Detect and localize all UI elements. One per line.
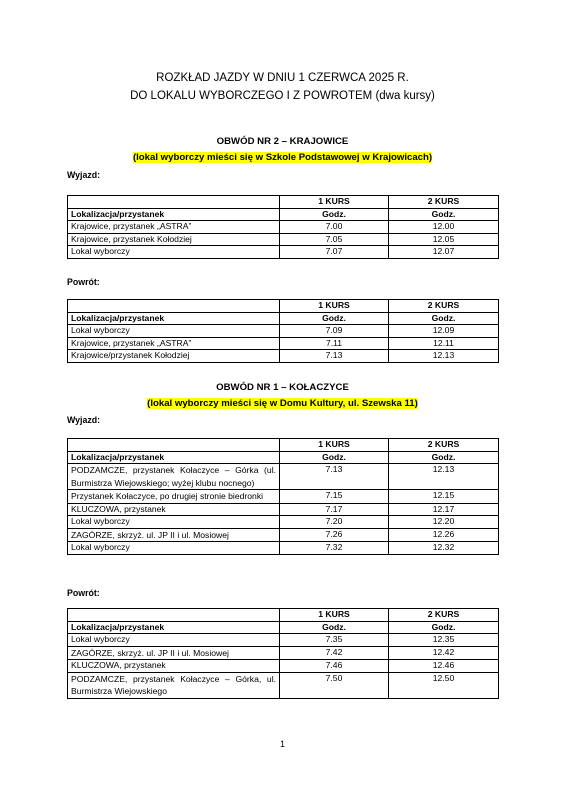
table-row xyxy=(68,337,499,350)
subheader-cell-time-2: Godz. xyxy=(389,208,499,221)
time-cell-course-2: 12.13 xyxy=(389,464,499,490)
subheader-cell-time-1: Godz. xyxy=(280,208,389,221)
table-row xyxy=(68,646,499,660)
table-header-row xyxy=(68,609,499,622)
table-subheader-row xyxy=(68,208,499,221)
time-cell-course-1: 7.46 xyxy=(280,660,389,673)
time-cell-course-2: 12.11 xyxy=(389,337,499,350)
header-cell-course-1: 1 KURS xyxy=(280,609,389,622)
table-subheader-row xyxy=(68,451,499,464)
subheader-cell-time-1: Godz. xyxy=(280,621,389,634)
table-subheader-row xyxy=(68,621,499,634)
section-title-kolaczyce: OBWÓD NR 1 – KOŁACZYCE xyxy=(216,382,349,393)
stop-name-cell: Lokal wyborczy xyxy=(68,325,280,338)
time-cell-course-1: 7.09 xyxy=(280,325,389,338)
time-cell-course-2: 12.17 xyxy=(389,503,499,516)
header-cell-course-2: 2 KURS xyxy=(389,439,499,452)
departure-label: Wyjazd: xyxy=(67,170,101,180)
subheader-cell-time-2: Godz. xyxy=(389,312,499,325)
document-title-line-2: DO LOKALU WYBORCZEGO I Z POWROTEM (dwa kursy) xyxy=(130,90,435,102)
table-row xyxy=(68,464,499,490)
time-cell-course-1: 7.11 xyxy=(280,337,389,350)
section-subtitle-highlight: (lokal wyborczy mieści się w Szkole Podstawowej w Krajowicach) xyxy=(132,152,433,163)
timetable-krajowice-return xyxy=(67,299,499,363)
header-cell-empty xyxy=(68,609,280,622)
time-cell-course-2: 12.35 xyxy=(389,634,499,647)
subheader-cell-time-2: Godz. xyxy=(389,621,499,634)
page-number: 1 xyxy=(279,739,285,749)
stop-name-cell: ZAGÓRZE, skrzyż. ul. JP II i ul. Mosiowej xyxy=(68,646,280,660)
timetable-kolaczyce-return xyxy=(67,608,499,699)
time-cell-course-1: 7.35 xyxy=(280,634,389,647)
stop-name-cell: KLUCZOWA, przystanek xyxy=(68,503,280,516)
section-subtitle-kolaczyce xyxy=(0,398,565,409)
table-row xyxy=(68,528,499,542)
subheader-cell-location: Lokalizacja/przystanek xyxy=(68,621,280,634)
time-cell-course-2: 12.13 xyxy=(389,350,499,363)
subheader-cell-time-2: Godz. xyxy=(389,451,499,464)
stop-name-cell: Lokal wyborczy xyxy=(68,634,280,647)
time-cell-course-1: 7.05 xyxy=(280,233,389,246)
table-row xyxy=(68,490,499,504)
stop-name-cell: Lokal wyborczy xyxy=(68,542,280,555)
table-header-row xyxy=(68,300,499,313)
subheader-cell-location: Lokalizacja/przystanek xyxy=(68,208,280,221)
subheader-cell-time-1: Godz. xyxy=(280,312,389,325)
header-cell-course-2: 2 KURS xyxy=(389,196,499,209)
table-header-row xyxy=(68,439,499,452)
table-subheader-row xyxy=(68,312,499,325)
header-cell-course-2: 2 KURS xyxy=(389,609,499,622)
stop-name-cell: Krajowice, przystanek „ASTRA” xyxy=(68,221,280,234)
header-cell-course-1: 1 KURS xyxy=(280,196,389,209)
time-cell-course-2: 12.00 xyxy=(389,221,499,234)
stop-name-cell: KLUCZOWA, przystanek xyxy=(68,660,280,673)
time-cell-course-2: 12.09 xyxy=(389,325,499,338)
timetable-krajowice-departure xyxy=(67,195,499,259)
stop-name-cell: Krajowice/przystanek Kołodziej xyxy=(68,350,280,363)
section-subtitle-highlight: (lokal wyborczy mieści się w Domu Kultury, ul. Szewska 11) xyxy=(147,398,418,409)
time-cell-course-1: 7.13 xyxy=(280,464,389,490)
timetable-kolaczyce-departure xyxy=(67,438,499,555)
header-cell-course-2: 2 KURS xyxy=(389,300,499,313)
document-title-line-1: ROZKŁAD JAZDY W DNIU 1 CZERWCA 2025 R. xyxy=(156,72,409,84)
time-cell-course-2: 12.32 xyxy=(389,542,499,555)
time-cell-course-1: 7.42 xyxy=(280,646,389,660)
table-row xyxy=(68,350,499,363)
time-cell-course-1: 7.50 xyxy=(280,672,389,698)
table-row xyxy=(68,221,499,234)
header-cell-empty xyxy=(68,439,280,452)
stop-name-cell: PODZAMCZE, przystanek Kołaczyce – Górka (ul. Burmistrza Wiejowskiego; wyżej klubu nocnego) xyxy=(68,464,280,490)
time-cell-course-1: 7.20 xyxy=(280,516,389,529)
header-cell-empty xyxy=(68,300,280,313)
header-cell-course-1: 1 KURS xyxy=(280,300,389,313)
subheader-cell-location: Lokalizacja/przystanek xyxy=(68,451,280,464)
time-cell-course-2: 12.26 xyxy=(389,528,499,542)
header-cell-empty xyxy=(68,196,280,209)
return-label: Powrót: xyxy=(67,277,100,287)
table-row xyxy=(68,516,499,529)
stop-name-cell: Krajowice, przystanek Kołodziej xyxy=(68,233,280,246)
stop-name-cell: Przystanek Kołaczyce, po drugiej stronie biedronki xyxy=(68,490,280,504)
table-row xyxy=(68,233,499,246)
table-row xyxy=(68,503,499,516)
time-cell-course-1: 7.15 xyxy=(280,490,389,504)
time-cell-course-1: 7.00 xyxy=(280,221,389,234)
subheader-cell-location: Lokalizacja/przystanek xyxy=(68,312,280,325)
time-cell-course-1: 7.07 xyxy=(280,246,389,259)
header-cell-course-1: 1 KURS xyxy=(280,439,389,452)
time-cell-course-2: 12.07 xyxy=(389,246,499,259)
time-cell-course-2: 12.42 xyxy=(389,646,499,660)
time-cell-course-1: 7.32 xyxy=(280,542,389,555)
departure-label: Wyjazd: xyxy=(67,415,101,425)
stop-name-cell: ZAGÓRZE, skrzyż. ul. JP II i ul. Mosiowej xyxy=(68,528,280,542)
time-cell-course-2: 12.15 xyxy=(389,490,499,504)
time-cell-course-2: 12.46 xyxy=(389,660,499,673)
table-row xyxy=(68,672,499,698)
table-row xyxy=(68,246,499,259)
stop-name-cell: Lokal wyborczy xyxy=(68,516,280,529)
stop-name-cell: PODZAMCZE, przystanek Kołaczyce – Górka, ul. Burmistrza Wiejowskiego xyxy=(68,672,280,698)
table-row xyxy=(68,634,499,647)
return-label: Powrót: xyxy=(67,588,100,598)
time-cell-course-2: 12.50 xyxy=(389,672,499,698)
table-header-row xyxy=(68,196,499,209)
stop-name-cell: Krajowice, przystanek „ASTRA” xyxy=(68,337,280,350)
table-row xyxy=(68,660,499,673)
time-cell-course-1: 7.17 xyxy=(280,503,389,516)
time-cell-course-1: 7.13 xyxy=(280,350,389,363)
table-row xyxy=(68,542,499,555)
time-cell-course-2: 12.20 xyxy=(389,516,499,529)
subheader-cell-time-1: Godz. xyxy=(280,451,389,464)
stop-name-cell: Lokal wyborczy xyxy=(68,246,280,259)
time-cell-course-2: 12.05 xyxy=(389,233,499,246)
section-title-krajowice: OBWÓD NR 2 – KRAJOWICE xyxy=(216,136,349,147)
section-subtitle-krajowice xyxy=(0,152,565,163)
time-cell-course-1: 7.26 xyxy=(280,528,389,542)
table-row xyxy=(68,325,499,338)
